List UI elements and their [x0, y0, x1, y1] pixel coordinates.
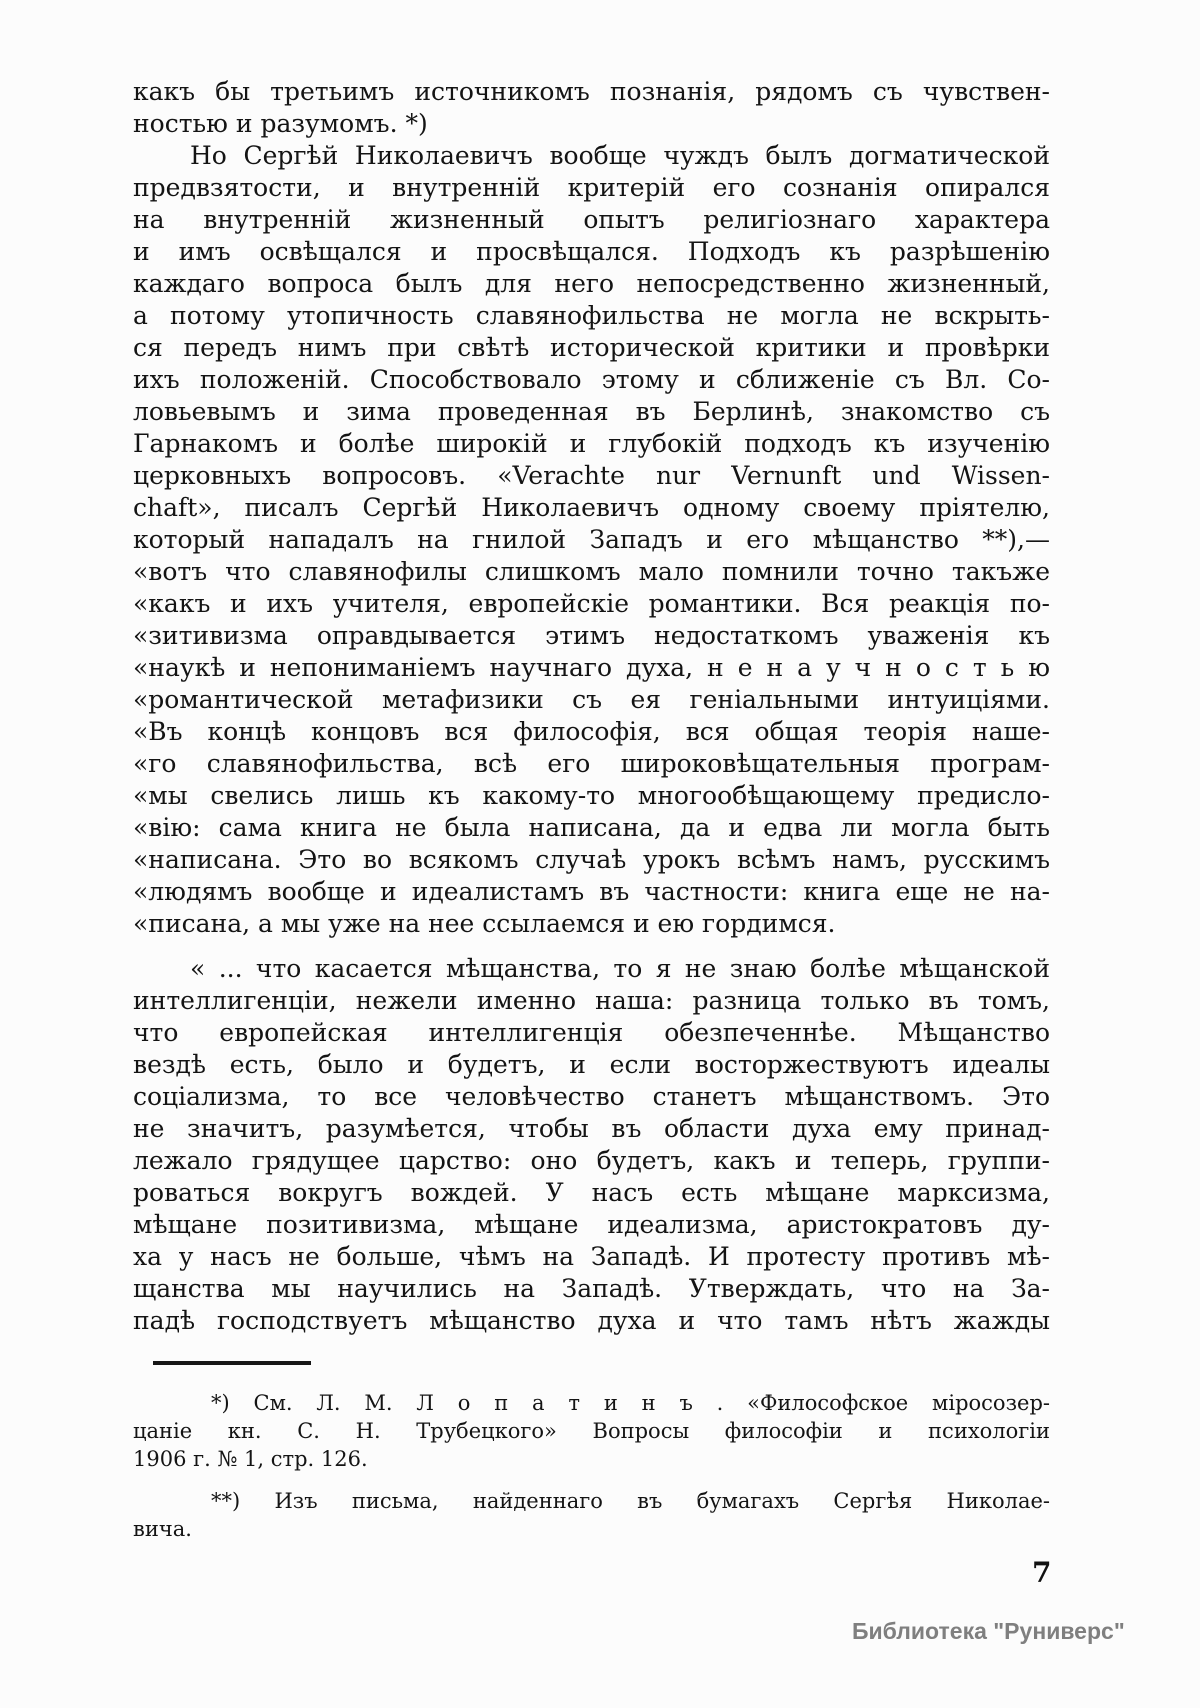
footnote: [133, 1487, 1050, 1543]
text-line: ловьевымъ и зима проведенная въ Берлинѣ, знакомство съ: [133, 397, 1050, 426]
page-number: 7: [1032, 1556, 1052, 1589]
text-line: вича.: [133, 1517, 192, 1541]
text-line: что европейская интеллигенція обезпеченнѣе. Мѣщанство: [133, 1018, 1050, 1047]
text-line: который нападалъ на гнилой Западъ и его мѣщанство **),—: [133, 525, 1050, 554]
text-line: «писана, а мы уже на нее ссылаемся и ею гордимся.: [133, 909, 836, 938]
text-line: падѣ господствуетъ мѣщанство духа и что тамъ нѣтъ жажды: [133, 1306, 1050, 1335]
text-line: ся передъ нимъ при свѣтѣ исторической критики и провѣрки: [133, 333, 1050, 362]
text-line: chaft», писалъ Сергѣй Николаевичъ одному своему пріятелю,: [133, 493, 1050, 522]
text-line: ха у насъ не больше, чѣмъ на Западѣ. И протесту противъ мѣ-: [133, 1242, 1050, 1271]
text-line: «Въ концѣ концовъ вся философія, вся общая теорія наше-: [133, 717, 1050, 746]
text-line: *) См. Л. М. Л о п а т и н ъ . «Философское міросозер-: [211, 1391, 1050, 1415]
text-line: «мы свелись лишь къ какому-то многообѣщающему предисло-: [133, 781, 1050, 810]
text-line: «зитивизма оправдывается этимъ недостаткомъ уваженія къ: [133, 621, 1050, 650]
text-line: какъ бы третьимъ источникомъ познанія, рядомъ съ чувствен-: [133, 77, 1050, 106]
text-line: «го славянофильства, всѣ его широковѣщательныя програм-: [133, 749, 1050, 778]
text-line: мѣщане позитивизма, мѣщане идеализма, аристократовъ ду-: [133, 1210, 1050, 1239]
text-line: щанства мы научились на Западѣ. Утверждать, что на За-: [133, 1274, 1050, 1303]
main-text: [133, 76, 1050, 1337]
text-line: «людямъ вообще и идеалистамъ въ частности: книга еще не на-: [133, 877, 1050, 906]
text-line: **) Изъ письма, найденнаго въ бумагахъ Сергѣя Николае-: [211, 1489, 1050, 1513]
text-line: ностью и разумомъ. *): [133, 109, 428, 138]
text-line: «какъ и ихъ учителя, европейскіе романтики. Вся реакція по-: [133, 589, 1050, 618]
text-line: «наукѣ и непониманіемъ научнаго духа, н е н а у ч н о с т ь ю: [133, 653, 1050, 682]
text-line: ихъ положеній. Способствовало этому и сближеніе съ Вл. Со-: [133, 365, 1050, 394]
watermark: Библиотека "Руниверс": [852, 1618, 1125, 1644]
text-line: лежало грядущее царство: оно будетъ, какъ и теперь, группи-: [133, 1146, 1050, 1175]
text-block: [133, 76, 1050, 1543]
text-line: интеллигенціи, нежели именно наша: разница только въ томъ,: [133, 986, 1050, 1015]
text-line: вездѣ есть, было и будетъ, и если восторжествуютъ идеалы: [133, 1050, 1050, 1079]
text-line: роваться вокругъ вождей. У насъ есть мѣщане марксизма,: [133, 1178, 1050, 1207]
text-line: а потому утопичность славянофильства не могла не вскрыть-: [133, 301, 1050, 330]
text-line: не значитъ, разумѣется, чтобы въ области духа ему принад-: [133, 1114, 1050, 1143]
text-line: на внутренній жизненный опытъ религіознаго характера: [133, 205, 1050, 234]
text-line: Но Сергѣй Николаевичъ вообще чуждъ былъ догматической: [190, 141, 1050, 170]
footnotes: [133, 1389, 1050, 1543]
text-line: каждаго вопроса былъ для него непосредственно жизненный,: [133, 269, 1050, 298]
text-line: «вотъ что славянофилы слишкомъ мало помнили точно такъже: [133, 557, 1050, 586]
paragraph: [133, 953, 1050, 1337]
text-line: церковныхъ вопросовъ. «Verachte nur Vernunft und Wissen-: [133, 461, 1050, 490]
footnote-separator: [153, 1361, 311, 1365]
text-line: и имъ освѣщался и просвѣщался. Подходъ къ разрѣшенію: [133, 237, 1050, 266]
text-line: соціализма, то все человѣчество станетъ мѣщанствомъ. Это: [133, 1082, 1050, 1111]
text-line: «романтической метафизики съ ея геніальными интуиціями.: [133, 685, 1050, 714]
text-line: предвзятости, и внутренній критерій его сознанія опирался: [133, 173, 1050, 202]
paragraph: [133, 140, 1050, 940]
text-line: 1906 г. № 1, стр. 126.: [133, 1447, 368, 1471]
paragraph: [133, 76, 1050, 140]
text-line: цаніе кн. С. Н. Трубецкого» Вопросы философіи и психологіи: [133, 1419, 1050, 1443]
text-line: «вію: сама книга не была написана, да и едва ли могла быть: [133, 813, 1050, 842]
text-line: Гарнакомъ и болѣе широкій и глубокій подходъ къ изученію: [133, 429, 1050, 458]
text-line: « ... что касается мѣщанства, то я не знаю болѣе мѣщанской: [190, 954, 1050, 983]
footnote: [133, 1389, 1050, 1473]
text-line: «написана. Это во всякомъ случаѣ урокъ всѣмъ намъ, русскимъ: [133, 845, 1050, 874]
